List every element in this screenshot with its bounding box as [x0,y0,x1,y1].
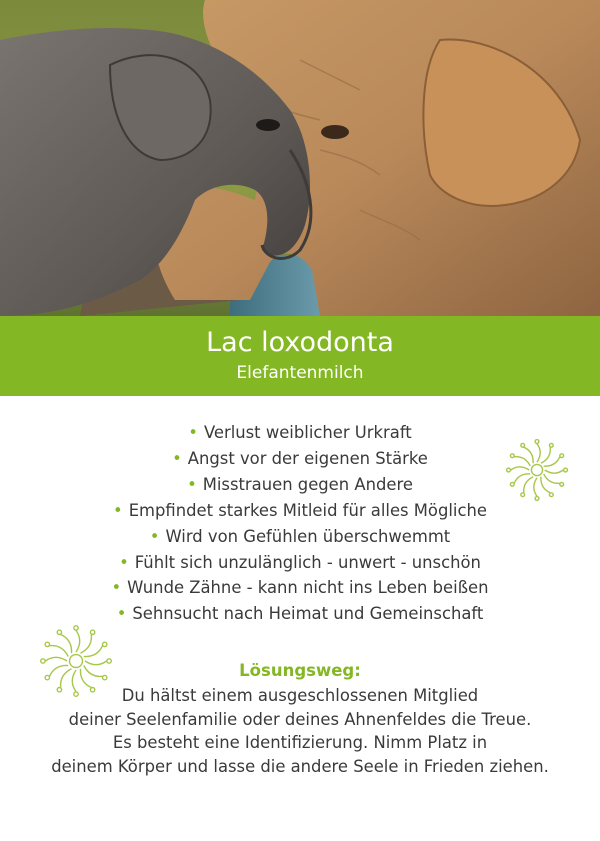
solution-line: deinem Körper und lasse die andere Seele in Frieden ziehen. [51,756,549,776]
solution-line: deiner Seelenfamilie oder deines Ahnenfeldes die Treue. [68,709,532,729]
solution-line: Es besteht eine Identifizierung. Nimm Platz in [112,733,488,753]
list-item: • Fühlt sich unzulänglich - unwert - unschön [119,552,481,572]
title-band [0,316,600,396]
solution-heading: Lösungsweg: [239,661,361,680]
bullet-icon: • [149,526,160,546]
bullet-icon: • [111,578,122,598]
elephant-photo [0,0,600,316]
bullet-icon: • [119,552,129,572]
card-title: Lac loxodonta [206,327,394,358]
bullet-icon: • [187,474,197,494]
mother-eye [321,125,349,139]
list-item: • Misstrauen gegen Andere [187,474,413,494]
baby-eye [256,119,280,131]
solution-line: Du hältst einem ausgeschlossenen Mitglied [121,686,479,705]
bullet-icon: • [188,423,198,442]
list-item: • Angst vor der eigenen Stärke [172,448,428,468]
flower-ornament-icon [504,437,570,503]
card-subtitle: Elefantenmilch [236,363,364,383]
list-item: • Sehnsucht nach Heimat und Gemeinschaft [116,604,484,624]
list-item: • Empfindet starkes Mitleid für alles Mögliche [113,500,487,520]
elephant-illustration [0,0,600,316]
flower-ornament-icon [38,623,114,699]
bullet-icon: • [172,448,182,468]
bullet-icon: • [113,500,123,520]
list-item: • Wird von Gefühlen überschwemmt [149,526,451,546]
bullet-icon: • [116,604,127,624]
list-item: • Wunde Zähne - kann nicht ins Leben beißen [111,578,489,598]
list-item: • Verlust weiblicher Urkraft [188,423,412,442]
